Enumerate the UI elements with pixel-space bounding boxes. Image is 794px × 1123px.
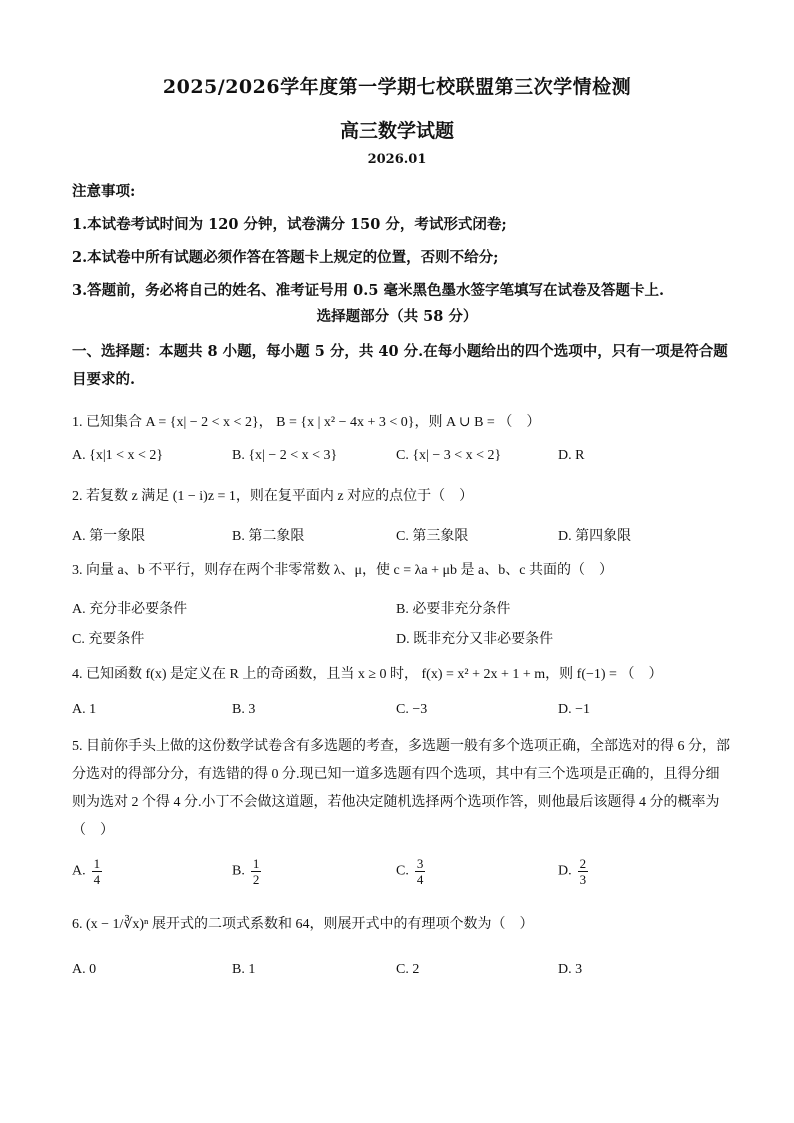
option-d[interactable]: D. $\frac{2}{3}$ bbox=[558, 856, 587, 887]
fraction: $\frac{1}{4}$ bbox=[93, 856, 101, 887]
option-c[interactable]: C. 充要条件 bbox=[72, 632, 145, 647]
question-6-options bbox=[72, 962, 732, 986]
option-d[interactable]: D. −1 bbox=[558, 702, 591, 717]
option-c[interactable]: C. −3 bbox=[396, 702, 428, 717]
question-3-stem: 3. 向量 a、b 不平行，则存在两个非零常数 λ、μ，使 c = λa + μb 是 a、b、c 共面的（ ） bbox=[72, 563, 613, 578]
option-d[interactable]: D. 第四象限 bbox=[558, 529, 632, 544]
option-b[interactable]: B. {x| − 2 < x < 3} bbox=[232, 448, 338, 463]
option-c[interactable]: C. 第三象限 bbox=[396, 529, 469, 544]
note-item: 3.答题前，务必将自己的姓名、准考证号用 0.5 毫米黑色墨水签字笔填写在试卷及答题卡上. bbox=[72, 282, 665, 299]
option-d[interactable]: D. R bbox=[558, 448, 585, 463]
option-b[interactable]: B. 必要非充分条件 bbox=[396, 602, 511, 617]
option-b[interactable]: B. $\frac{1}{2}$ bbox=[232, 856, 260, 887]
question-2-options bbox=[72, 525, 732, 549]
option-b[interactable]: B. 第二象限 bbox=[232, 529, 305, 544]
option-c[interactable]: C. {x| − 3 < x < 2} bbox=[396, 448, 502, 463]
note-item: 1.本试卷考试时间为 120 分钟，试卷满分 150 分，考试形式闭卷; bbox=[72, 216, 507, 233]
option-a[interactable]: A. $\frac{1}{4}$ bbox=[72, 856, 101, 887]
section-description: 一、选择题：本题共 8 小题，每小题 5 分，共 40 分.在每小题给出的四个选项中，只有一项是符合题目要求的. bbox=[72, 343, 728, 388]
question-6-stem: 6. (x − 1/∛x)ⁿ 展开式的二项式系数和 64，则展开式中的有理项个数为（ ） bbox=[72, 917, 534, 932]
note-item: 2.本试卷中所有试题必须作答在答题卡上规定的位置，否则不给分; bbox=[72, 249, 499, 266]
option-c[interactable]: C. 2 bbox=[396, 962, 420, 977]
question-4-stem: 4. 已知函数 f(x) 是定义在 R 上的奇函数，且当 x ≥ 0 时， f(x) = x² + 2x + 1 + m，则 f(−1) = （ ） bbox=[72, 667, 663, 682]
option-b[interactable]: B. 3 bbox=[232, 702, 256, 717]
option-b[interactable]: B. 1 bbox=[232, 962, 256, 977]
question-5-options bbox=[72, 856, 732, 892]
question-2-stem: 2. 若复数 z 满足 (1 − i)z = 1，则在复平面内 z 对应的点位于（ ） bbox=[72, 489, 474, 504]
question-4-options bbox=[72, 702, 732, 726]
fraction: $\frac{2}{3}$ bbox=[579, 856, 587, 887]
exam-title: 2025/2026学年度第一学期七校联盟第三次学情检测 bbox=[162, 76, 632, 98]
fraction: $\frac{1}{2}$ bbox=[252, 856, 260, 887]
notes-heading: 注意事项: bbox=[72, 183, 136, 200]
option-a[interactable]: A. 0 bbox=[72, 962, 97, 977]
notes-block bbox=[72, 182, 732, 314]
option-d[interactable]: D. 既非充分又非必要条件 bbox=[396, 632, 554, 647]
fraction: $\frac{3}{4}$ bbox=[416, 856, 424, 887]
option-a[interactable]: A. 充分非必要条件 bbox=[72, 602, 188, 617]
question-3-options-row2 bbox=[72, 628, 732, 652]
question-5-stem: 5. 目前你手头上做的这份数学试卷含有多选题的考查，多选题一般有多个选项正确，全部选对的得 6 分，部分选对的得部分分，有选错的得 0 分.现已知一道多选题有四个选项，其中有三个选项是正确的，且得分细则为选对 2 个得 4 分.小丁不会做这道题，若他决定随机选择两个选项作答，则他最后该题得 4 分的概率为（ ） bbox=[72, 739, 730, 838]
question-1-options bbox=[72, 448, 732, 472]
exam-subtitle: 高三数学试题 bbox=[339, 120, 454, 142]
option-d[interactable]: D. 3 bbox=[558, 962, 583, 977]
exam-date: 2026.01 bbox=[367, 152, 427, 167]
option-a[interactable]: A. {x|1 < x < 2} bbox=[72, 448, 164, 463]
section-title: 选择题部分（共 58 分） bbox=[316, 308, 478, 325]
option-a[interactable]: A. 第一象限 bbox=[72, 529, 146, 544]
question-1-stem: 1. 已知集合 A = {x| − 2 < x < 2}， B = {x | x² − 4x + 3 < 0}，则 A ∪ B = （ ） bbox=[72, 415, 541, 430]
option-a[interactable]: A. 1 bbox=[72, 702, 97, 717]
question-3-options-row1 bbox=[72, 598, 732, 622]
option-c[interactable]: C. $\frac{3}{4}$ bbox=[396, 856, 424, 887]
